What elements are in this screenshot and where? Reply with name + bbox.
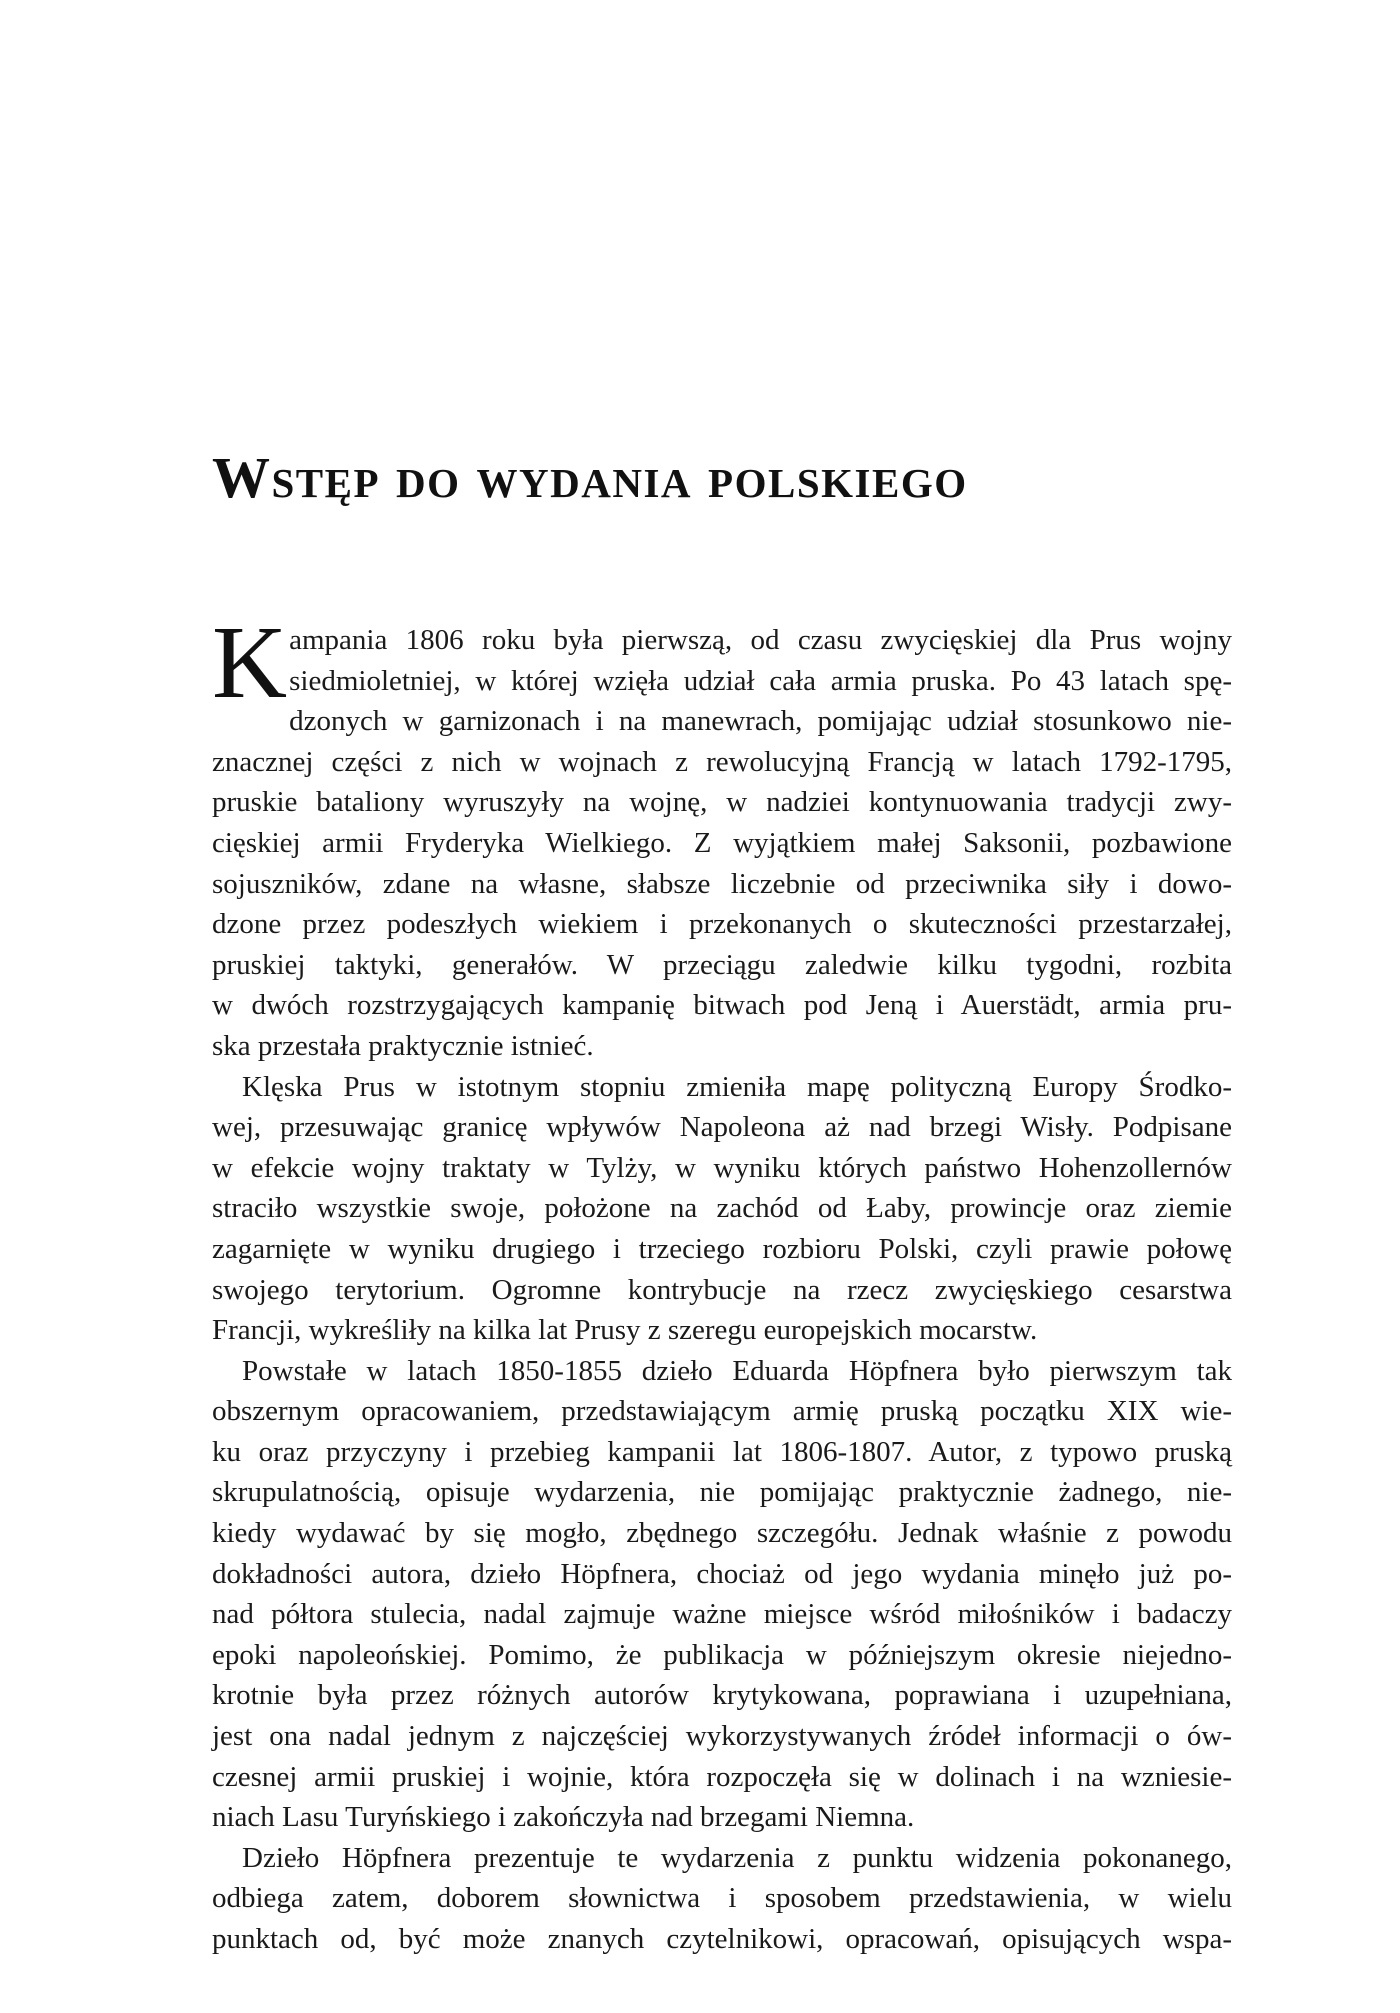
text-line: dokładności autora, dzieło Höpfnera, chociaż od jego wydania minęło już po- — [212, 1557, 1232, 1590]
paragraph-1 — [212, 605, 1232, 1067]
text-line: zagarnięte w wyniku drugiego i trzeciego rozbioru Polski, czyli prawie połowę — [212, 1232, 1232, 1265]
paragraph-2 — [212, 1067, 1232, 1351]
text-line: niach Lasu Turyńskiego i zakończyła nad brzegami Niemna. — [212, 1801, 915, 1834]
text-line: w dwóch rozstrzygających kampanię bitwach pod Jeną i Auerstädt, armia pru- — [212, 989, 1232, 1022]
text-line: ku oraz przyczyny i przebieg kampanii lat 1806-1807. Autor, z typowo pruską — [212, 1435, 1232, 1468]
text-line: sojuszników, zdane na własne, słabsze liczebnie od przeciwnika siły i dowo- — [212, 867, 1232, 900]
text-line: kiedy wydawać by się mogło, zbędnego szczegółu. Jednak właśnie z powodu — [212, 1517, 1232, 1550]
text-line: dzone przez podeszłych wiekiem i przekonanych o skuteczności przestarzałej, — [212, 908, 1232, 941]
text-line: jest ona nadal jednym z najczęściej wykorzystywanych źródeł informacji o ów- — [212, 1720, 1232, 1753]
text-line: znacznej części z nich w wojnach z rewolucyjną Francją w latach 1792-1795, — [212, 745, 1232, 778]
text-line: wej, przesuwając granicę wpływów Napoleona aż nad brzegi Wisły. Podpisane — [212, 1111, 1232, 1144]
text-line: siedmioletniej, w której wzięła udział cała armia pruska. Po 43 latach spę- — [289, 664, 1232, 697]
text-line: punktach od, być może znanych czytelnikowi, opracowań, opisujących wspa- — [212, 1923, 1232, 1955]
text-line: ampania 1806 roku była pierwszą, od czasu zwycięskiej dla Prus wojny — [289, 624, 1232, 656]
text-line: Klęska Prus w istotnym stopniu zmieniła mapę polityczną Europy Środko- — [242, 1070, 1232, 1103]
paragraph-3 — [212, 1351, 1232, 1838]
text-line: pruskiej taktyki, generałów. W przeciągu zaledwie kilku tygodni, rozbita — [212, 948, 1232, 981]
text-line: Dzieło Höpfnera prezentuje te wydarzenia z punktu widzenia pokonanego, — [242, 1841, 1232, 1874]
text-line: swojego terytorium. Ogromne kontrybucje na rzecz zwycięskiego cesarstwa — [212, 1273, 1232, 1306]
text-line: obszernym opracowaniem, przedstawiającym armię pruską początku XIX wie- — [212, 1395, 1232, 1428]
text-line: Powstałe w latach 1850-1855 dzieło Eduarda Höpfnera było pierwszym tak — [242, 1354, 1232, 1387]
text-line: straciło wszystkie swoje, położone na zachód od Łaby, prowincje oraz ziemie — [212, 1192, 1232, 1225]
text-line: pruskie bataliony wyruszyły na wojnę, w nadziei kontynuowania tradycji zwy- — [212, 786, 1232, 819]
text-line: epoki napoleońskiej. Pomimo, że publikacja w późniejszym okresie niejedno- — [212, 1638, 1232, 1671]
text-line: Francji, wykreśliły na kilka lat Prusy z szeregu europejskich mocarstw. — [212, 1314, 1038, 1347]
text-line: cięskiej armii Fryderyka Wielkiego. Z wyjątkiem małej Saksonii, pozbawione — [212, 826, 1232, 859]
drop-cap: K — [212, 605, 288, 720]
chapter-title: Wstęp do wydania polskiego — [212, 445, 968, 510]
text-line: skrupulatnością, opisuje wydarzenia, nie pomijając praktycznie żadnego, nie- — [212, 1476, 1232, 1509]
body-text — [212, 605, 1232, 1960]
text-line: dzonych w garnizonach i na manewrach, pomijając udział stosunkowo nie- — [289, 705, 1232, 738]
paragraph-4 — [212, 1838, 1232, 1960]
text-line: ska przestała praktycznie istnieć. — [212, 1029, 594, 1062]
text-line: krotnie była przez różnych autorów krytykowana, poprawiana i uzupełniana, — [212, 1679, 1232, 1712]
text-line: w efekcie wojny traktaty w Tylży, w wyniku których państwo Hohenzollernów — [212, 1151, 1232, 1184]
text-line: nad półtora stulecia, nadal zajmuje ważne miejsce wśród miłośników i badaczy — [212, 1598, 1232, 1631]
text-line: odbiega zatem, doborem słownictwa i sposobem przedstawienia, w wielu — [212, 1882, 1232, 1915]
text-line: czesnej armii pruskiej i wojnie, która rozpoczęła się w dolinach i na wzniesie- — [212, 1760, 1232, 1793]
